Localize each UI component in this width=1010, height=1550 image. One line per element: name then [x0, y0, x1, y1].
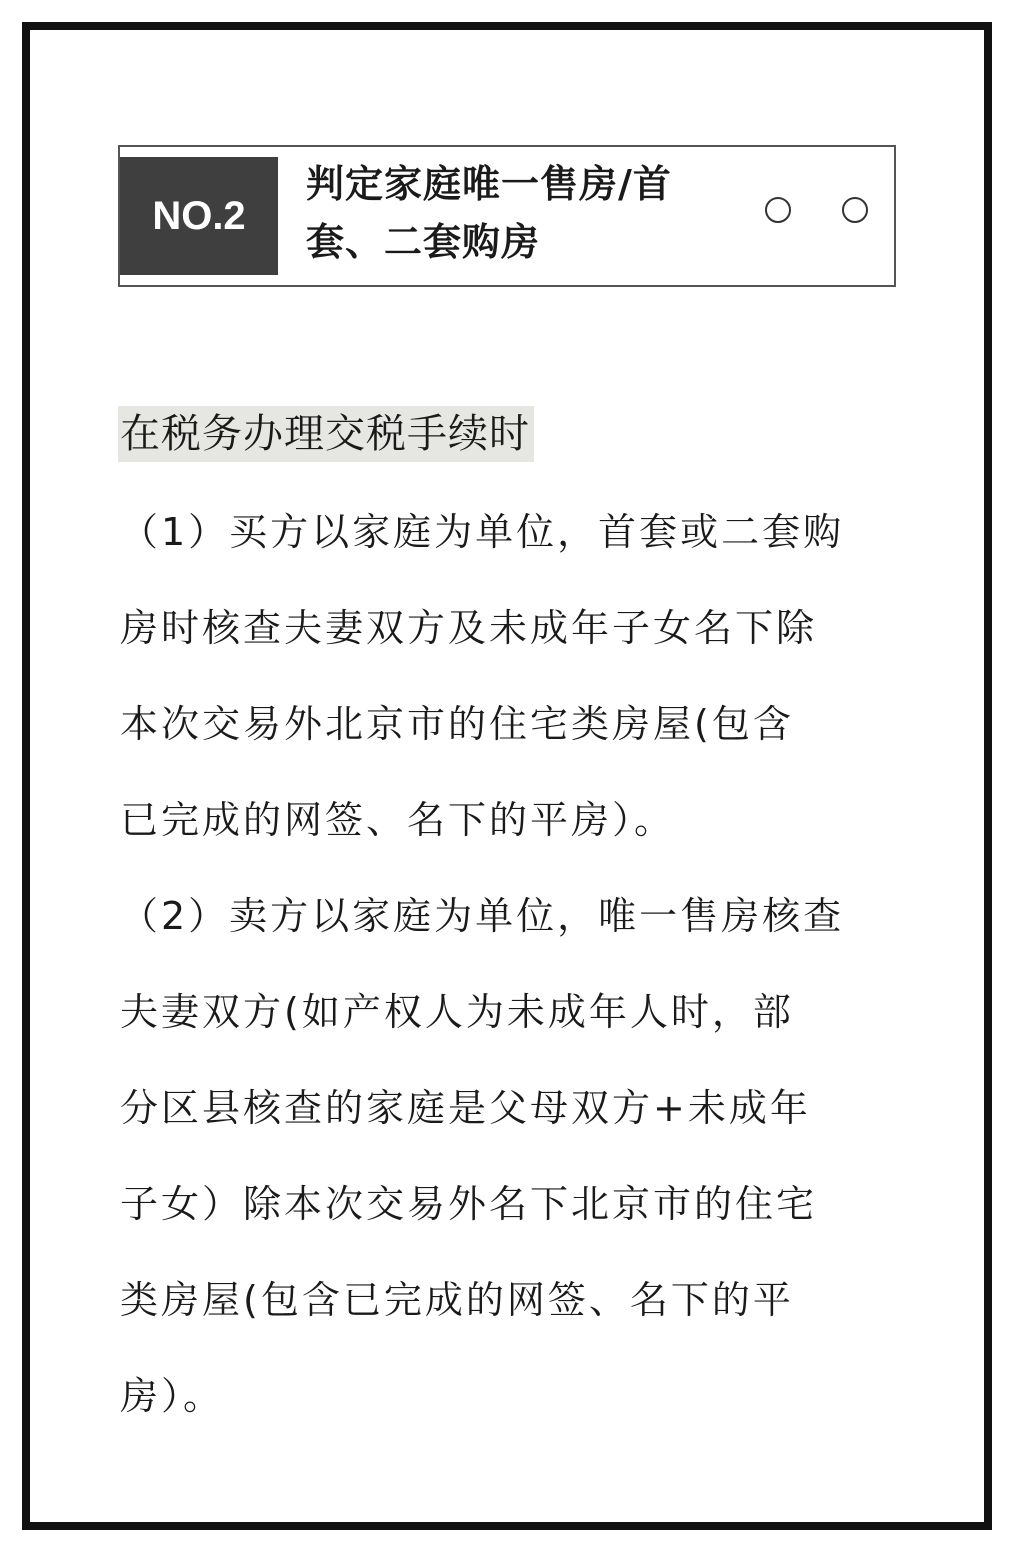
section-title-line-2: 套、二套购房 — [306, 220, 541, 264]
paragraph-line: 分区县核查的家庭是父母双方+未成年 — [120, 1086, 811, 1130]
highlighted-subheading: 在税务办理交税手续时 — [118, 406, 534, 462]
circle-icon — [842, 197, 868, 223]
paragraph-buyer — [120, 484, 900, 868]
paragraph-line: 本次交易外北京市的住宅类房屋(包含 — [120, 702, 794, 746]
paragraph-line: 房）。 — [120, 1374, 225, 1418]
paragraph-line: 夫妻双方(如产权人为未成年人时，部 — [120, 990, 794, 1034]
section-title — [306, 155, 746, 271]
paragraph-line: （2）卖方以家庭为单位，唯一售房核查 — [120, 894, 845, 938]
paragraph-line: 子女）除本次交易外名下北京市的住宅 — [120, 1182, 818, 1226]
section-title-line-1: 判定家庭唯一售房/首 — [306, 162, 672, 206]
section-header — [118, 145, 896, 287]
paragraph-line: 已完成的网签、名下的平房）。 — [120, 798, 676, 842]
paragraph-seller — [120, 868, 900, 1444]
paragraph-line: 类房屋(包含已完成的网签、名下的平 — [120, 1278, 794, 1322]
paragraph-line: 房时核查夫妻双方及未成年子女名下除 — [120, 606, 818, 650]
section-number-badge: NO.2 — [120, 157, 278, 275]
circle-icon — [765, 197, 791, 223]
paragraph-line: （1）买方以家庭为单位，首套或二套购 — [120, 510, 845, 554]
